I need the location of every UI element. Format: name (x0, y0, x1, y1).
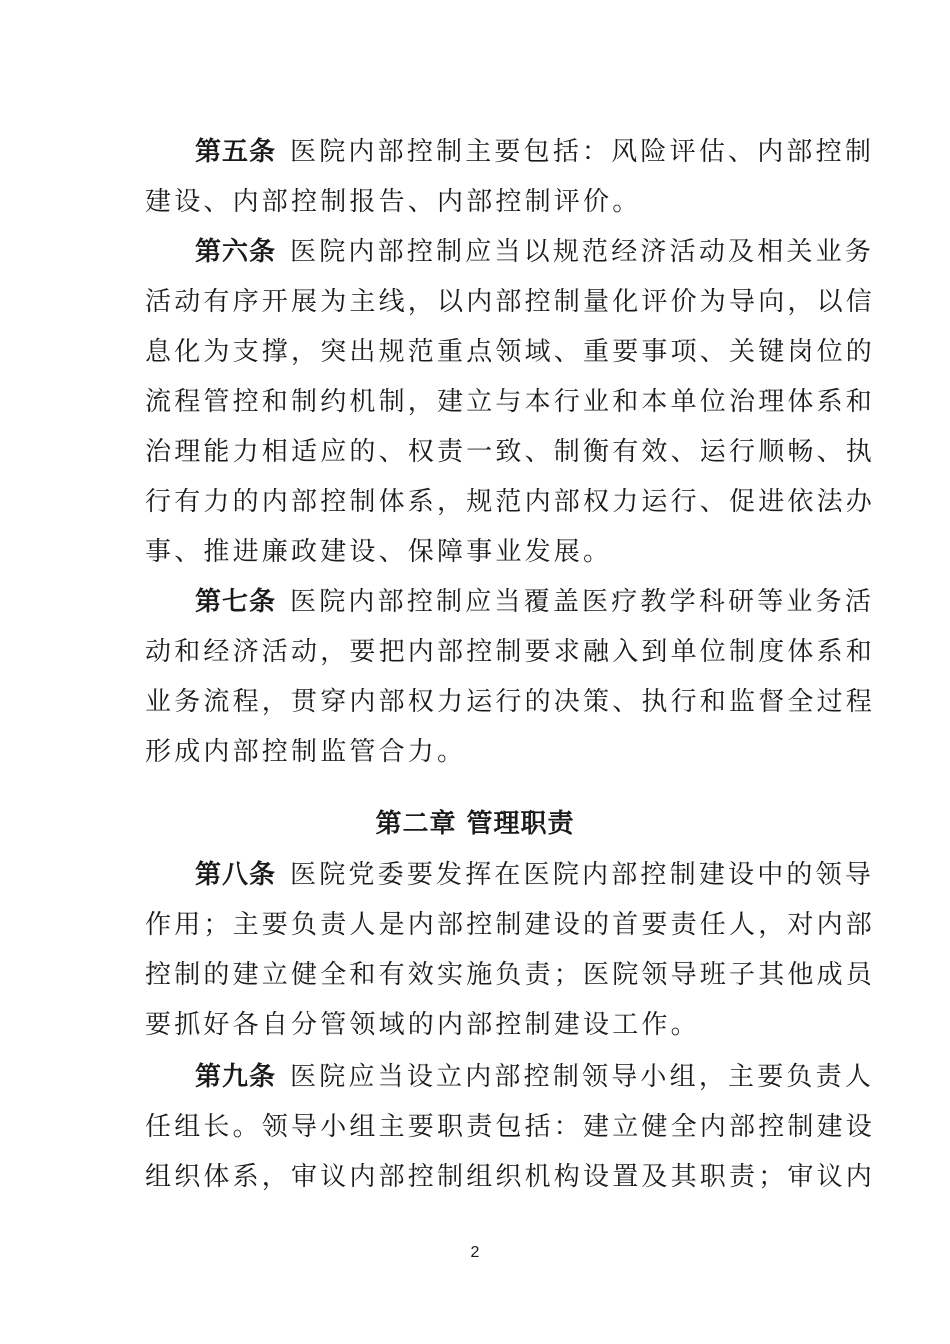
article-9-line-3: 组织体系，审议内部控制组织机构设置及其职责；审议内 (145, 1162, 876, 1192)
article-5-line-2: 建设、内部控制报告、内部控制评价。 (145, 187, 642, 217)
article-6-label: 第六条 (195, 237, 277, 267)
article-8-line-2: 作用；主要负责人是内部控制建设的首要责任人，对内部 (145, 910, 876, 940)
chapter-heading: 第二章 管理职责 (375, 809, 575, 839)
article-6-line-7: 事、推进廉政建设、保障事业发展。 (145, 537, 613, 567)
article-8-label: 第八条 (195, 860, 277, 890)
article-8-line-1: 第八条 医院党委要发挥在医院内部控制建设中的领导 (195, 860, 875, 890)
article-6-line-1: 第六条 医院内部控制应当以规范经济活动及相关业务 (195, 237, 875, 267)
article-6-line-4: 流程管控和制约机制，建立与本行业和本单位治理体系和 (145, 387, 876, 417)
article-9-line-2: 任组长。领导小组主要职责包括：建立健全内部控制建设 (145, 1112, 876, 1142)
article-5-line-1: 第五条 医院内部控制主要包括：风险评估、内部控制 (195, 137, 875, 167)
article-7-line-2: 动和经济活动，要把内部控制要求融入到单位制度体系和 (145, 637, 876, 667)
article-6-line-6: 行有力的内部控制体系，规范内部权力运行、促进依法办 (145, 487, 876, 517)
article-8-line-3: 控制的建立健全和有效实施负责；医院领导班子其他成员 (145, 960, 876, 990)
article-9-line-1: 第九条 医院应当设立内部控制领导小组，主要负责人 (195, 1062, 875, 1092)
article-5-label: 第五条 (195, 137, 277, 167)
article-6-line-5: 治理能力相适应的、权责一致、制衡有效、运行顺畅、执 (145, 437, 876, 467)
article-6-line-3: 息化为支撑，突出规范重点领域、重要事项、关键岗位的 (145, 337, 876, 367)
article-7-label: 第七条 (195, 587, 277, 617)
article-7-line-3: 业务流程，贯穿内部权力运行的决策、执行和监督全过程 (145, 687, 876, 717)
article-8-line-4: 要抓好各自分管领域的内部控制建设工作。 (145, 1010, 700, 1040)
page-number: 2 (470, 1244, 480, 1261)
article-7-line-4: 形成内部控制监管合力。 (145, 737, 467, 767)
article-6-line-2: 活动有序开展为主线，以内部控制量化评价为导向，以信 (145, 287, 876, 317)
article-9-label: 第九条 (195, 1062, 277, 1092)
article-7-line-1: 第七条 医院内部控制应当覆盖医疗教学科研等业务活 (195, 587, 875, 617)
